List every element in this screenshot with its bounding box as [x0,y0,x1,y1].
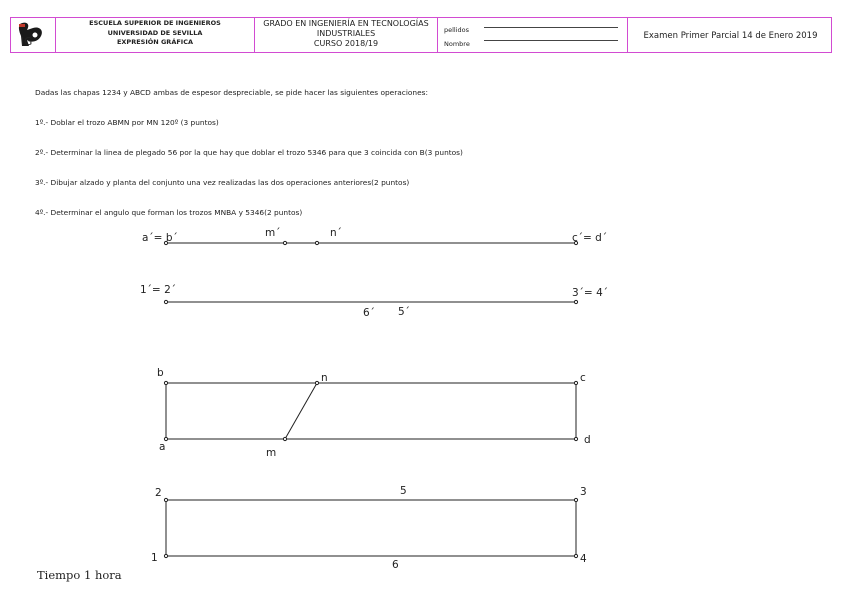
logo-text: IG [21,36,33,48]
point-12-prime [164,300,167,303]
label-1: 1 [151,552,158,564]
exam-title: Examen Primer Parcial 14 de Enero 2019 [643,31,818,41]
point-c [574,381,577,384]
instruction-line: Dadas las chapas 1234 y ABCD ambas de espesor despreciable, se pide hacer las siguientes operaciones: [35,88,428,97]
point-b [164,381,167,384]
label-5: 5 [400,485,407,497]
label-a: a [159,441,166,453]
label-ab-prime: a´= b´ [142,232,178,244]
label-6-prime: 6´ [363,307,375,319]
degree-line: GRADO EN INGENIERÍA EN TECNOLOGÍAS [263,19,429,28]
label-m-prime: m´ [265,227,281,239]
label-34-prime: 3´= 4´ [572,287,608,299]
label-d: d [584,434,591,446]
school-line: ESCUELA SUPERIOR DE INGENIEROS [89,19,221,27]
school-line: EXPRESIÓN GRÁFICA [116,38,194,46]
point-4 [574,554,577,557]
fold-line-mn [285,383,317,439]
degree-line: INDUSTRIALES [316,29,376,38]
instruction-line: 4º.- Determinar el angulo que forman los trozos MNBA y 5346(2 puntos) [35,208,303,217]
point-2 [164,498,167,501]
label-b: b [157,367,164,379]
exam-duration: Tiempo 1 hora [37,568,122,582]
nombre-label: Nombre [444,40,470,48]
label-12-prime: 1´= 2´ [140,284,176,296]
plate-abcd [166,383,576,439]
label-3: 3 [580,486,587,498]
point-n-prime [315,241,318,244]
instruction-line: 3º.- Dibujar alzado y planta del conjunto una vez realizadas las dos operaciones anteriores(2 puntos) [35,178,410,187]
school-line: UNIVERSIDAD DE SEVILLA [107,28,203,37]
label-6: 6 [392,559,399,571]
label-m: m [266,447,277,459]
point-n [315,381,318,384]
label-4: 4 [580,553,587,565]
point-m-prime [283,241,286,244]
apellidos-label: pellidos [444,26,470,34]
label-2: 2 [155,487,162,499]
instruction-line: 1º.- Doblar el trozo ABMN por MN 120º (3 puntos) [35,118,219,127]
label-n: n [321,372,328,384]
point-34-prime [574,300,577,303]
point-3 [574,498,577,501]
degree-line: CURSO 2018/19 [313,39,379,48]
point-m [283,437,286,440]
point-1 [164,554,167,557]
label-5-prime: 5´ [398,306,410,318]
label-cd-prime: c´= d´ [572,232,608,244]
instruction-line: 2º.- Determinar la linea de plegado 56 por la que hay que doblar el trozo 5346 para que 3 coincida con B(3 puntos) [35,148,463,157]
point-d [574,437,577,440]
label-c: c [580,372,586,384]
plate-1234 [166,500,576,556]
label-n-prime: n´ [330,227,342,239]
